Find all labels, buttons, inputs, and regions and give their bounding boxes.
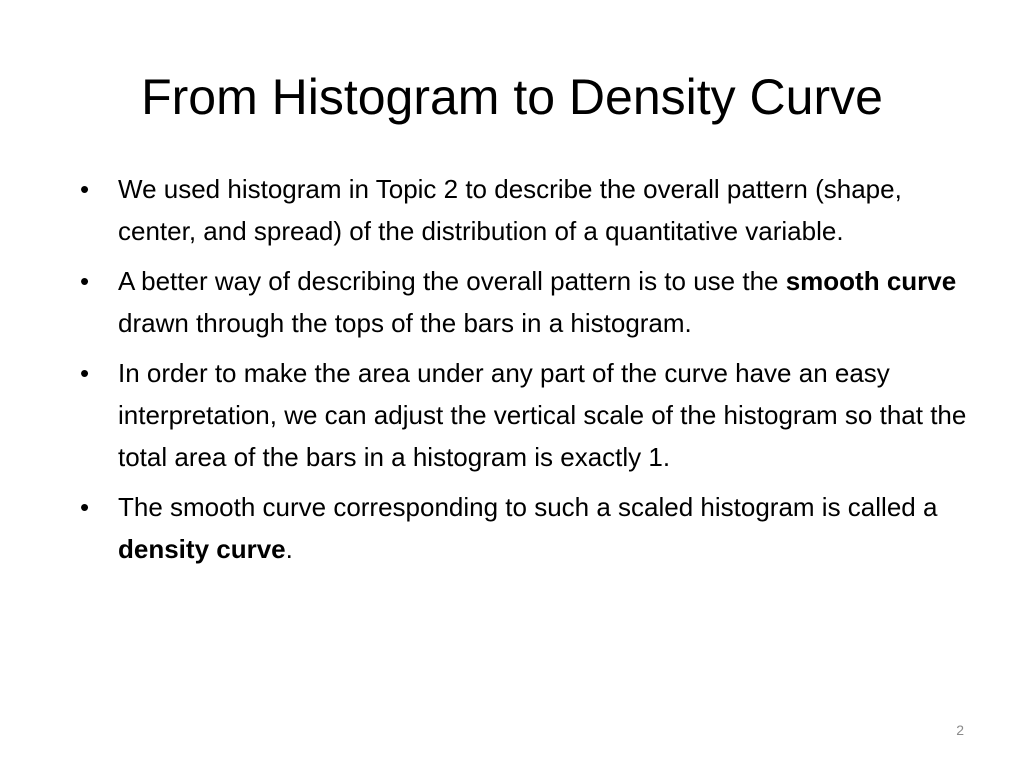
- bullet-text: [118, 266, 956, 338]
- bullet-text-run: A better way of describing the overall pattern is to use the: [118, 266, 786, 296]
- bullet-dot-icon: •: [80, 358, 90, 388]
- bullet-bold-term: density curve: [118, 534, 286, 564]
- bullet-item: [76, 168, 976, 252]
- bullet-dot-icon: •: [80, 174, 90, 204]
- page-number: 2: [956, 722, 964, 738]
- bullet-item: [76, 260, 976, 344]
- bullet-text-run: .: [285, 534, 293, 564]
- bullet-text-run: In order to make the area under any part of the curve have an easy interpretation, we can adjust the vertical scale of the histogram so that the total area of the bars in a histogram is exactly 1.: [118, 358, 967, 472]
- bullet-bold-term: smooth curve: [785, 266, 957, 296]
- slide-title: From Histogram to Density Curve: [141, 69, 883, 125]
- bullet-text: [118, 358, 966, 472]
- bullet-text: [118, 174, 902, 246]
- bullet-item: [76, 486, 976, 570]
- bullet-dot-icon: •: [80, 492, 90, 522]
- bullet-text-run: drawn through the tops of the bars in a histogram.: [118, 308, 692, 338]
- bullet-dot-icon: •: [80, 266, 90, 296]
- bullet-list: [76, 168, 976, 578]
- bullet-text-run: The smooth curve corresponding to such a scaled histogram is called a: [118, 492, 938, 522]
- bullet-item: [76, 352, 976, 478]
- bullet-text-run: We used histogram in Topic 2 to describe the overall pattern (shape, center, and spread) of the distribution of a quantitative variable.: [118, 174, 902, 246]
- bullet-text: [118, 492, 937, 564]
